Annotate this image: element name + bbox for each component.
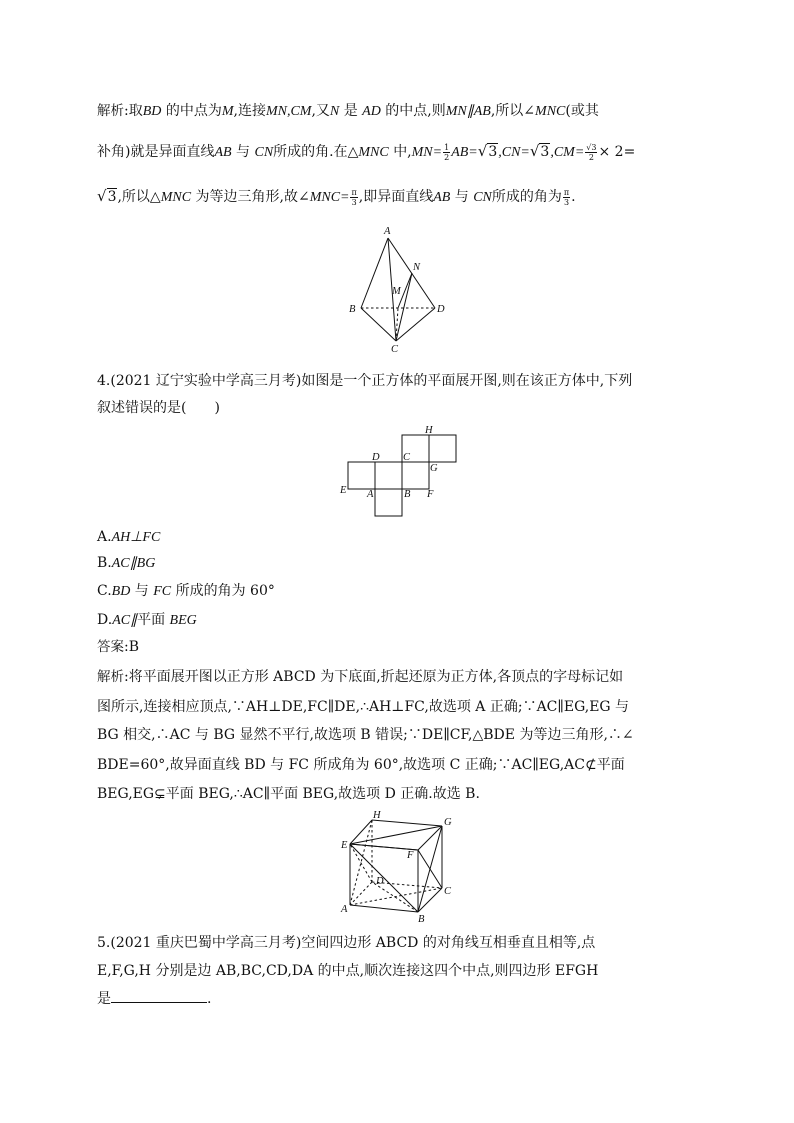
net-square-bottom [375, 489, 402, 516]
answer-label: 答案 [97, 639, 124, 655]
net-label-a: A [367, 489, 374, 500]
q5-line3: 是 . [97, 991, 212, 1007]
cube-diag-fc [418, 850, 442, 888]
sqrt-3: √3 [529, 142, 550, 160]
net-label-e: E [340, 485, 347, 496]
net-label-h: H [425, 425, 433, 436]
answer-line [97, 638, 697, 656]
net-label-d: D [372, 452, 380, 463]
analysis2-line1: 解析:将平面展开图以正方形 ABCD 为下底面,折起还原为正方体,各顶点的字母标记如 [97, 669, 624, 685]
answer-blank[interactable] [111, 989, 207, 1003]
net-label-f: F [427, 489, 434, 500]
edge-cd [396, 308, 435, 341]
cube-label-b: B [418, 914, 425, 925]
vertex-label-c: C [391, 344, 399, 355]
cube-label-h: H [373, 810, 381, 821]
analysis2-line3: BG 相交,∴AC 与 BG 显然不平行,故选项 B 错误;∵DE∥CF,△BDE 为等边三角形,∴∠ [97, 727, 634, 743]
fraction-sqrt3-over-2: $\frac{√3}{2}$ [586, 142, 597, 162]
option-b: B.AC∥BG [97, 555, 156, 571]
cube-label-d: D [376, 876, 384, 887]
cube-label-a: A [341, 904, 348, 915]
analysis-label: 解析 [97, 669, 124, 685]
analysis1-line3: √3,所以△MNC 为等边三角形,故∠MNC= $\frac{\pi}{3}$ ,即异面直线AB 与 CN所成的角为 $\frac{\pi}{3}$ . [97, 187, 576, 207]
edge-bc [361, 308, 396, 341]
analysis2-line4: BDE=60°,故异面直线 BD 与 FC 所成角为 60°,故选项 C 正确;∵AC∥EG,AC⊄平面 [97, 757, 625, 773]
q5-line2: E,F,G,H 分别是边 AB,BC,CD,DA 的中点,顺次连接这四个中点,则四边形 EFGH [97, 963, 599, 979]
fraction-pi-over-3: $\frac{\pi}{3}$ [563, 187, 570, 207]
net-label-c: C [403, 452, 411, 463]
vertex-label-d: D [437, 304, 445, 315]
cube-edge-ab [350, 905, 418, 912]
vertex-label-b: B [349, 304, 356, 315]
cube-edge-hg [372, 820, 442, 826]
figure-cube-net [338, 422, 468, 522]
q4-line2: 叙述错误的是( ) [97, 400, 220, 416]
figure-cube [338, 810, 458, 925]
analysis-label: 解析 [97, 103, 124, 119]
net-square-right [429, 435, 456, 462]
sqrt-3: √3 [97, 187, 117, 205]
cube-label-e: E [341, 840, 348, 851]
vertex-label-m: M [392, 286, 401, 297]
fraction-pi-over-3: $\frac{\pi}{3}$ [351, 187, 357, 207]
sqrt-3: √3 [477, 142, 498, 160]
option-c: C.BD 与 FC 所成的角为 60° [97, 583, 275, 599]
analysis1-line2: 补角)就是异面直线AB 与 CN所成的角.在△MNC 中,MN= $\frac{1}{2}$ AB=√3,CN=√3,CM= $\frac{√3}{2}$ × 2= [97, 142, 636, 162]
q4-line1: 4.(2021 辽宁实验中学高三月考)如图是一个正方体的平面展开图,则在该正方体中,下列 [97, 373, 633, 389]
figure-tetrahedron [340, 228, 455, 358]
cube-label-g: G [444, 817, 452, 828]
analysis1-line1: 解析:取BD 的中点为M,连接MN,CM,又N 是 AD 的中点,则MN∥AB,所以∠MNC(或其 [97, 103, 599, 119]
net-square-left [348, 462, 375, 489]
analysis2-line5: BEG,EG⊊平面 BEG,∴AC∥平面 BEG,故选项 D 正确.故选 B. [97, 786, 480, 802]
answer-value: :B [124, 639, 140, 655]
q5-line1: 5.(2021 重庆巴蜀中学高三月考)空间四边形 ABCD 的对角线互相垂直且相等,点 [97, 935, 596, 951]
edge-ab [361, 238, 388, 308]
fraction-half: $\frac{1}{2}$ [444, 142, 450, 162]
vertex-label-a: A [384, 226, 391, 237]
option-a: A.AH⊥FC [97, 529, 161, 545]
option-d: D.AC∥平面 BEG [97, 612, 197, 628]
net-square-d [375, 462, 402, 489]
cube-label-c: C [444, 886, 452, 897]
analysis2-line2: 图所示,连接相应顶点,∵AH⊥DE,FC∥DE,∴AH⊥FC,故选项 A 正确;∵AC∥EG,EG 与 [97, 699, 630, 715]
net-square-c [402, 462, 429, 489]
vertex-label-n: N [413, 262, 421, 273]
net-label-b: B [404, 489, 411, 500]
net-label-g: G [430, 463, 438, 474]
cube-label-f: F [407, 850, 414, 861]
